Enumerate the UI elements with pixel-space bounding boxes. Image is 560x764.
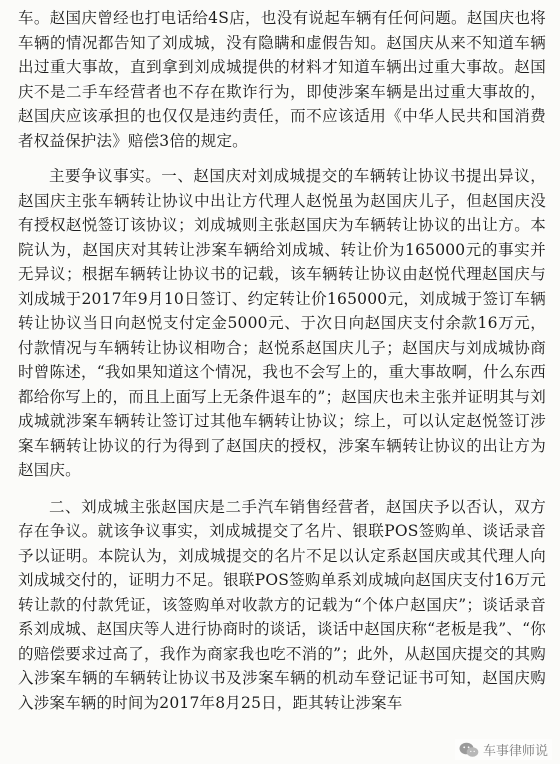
paragraph-3: 二、刘成城主张赵国庆是二手汽车销售经营者，赵国庆予以否认，双方存在争议。就该争议事实，刘成城提交了名片、银联POS签购单、谈话录音予以证明。本院认为，刘成城提交的名片不足以认定系赵国庆或其代理人向刘成城交付的，证明力不足。银联POS签购单系刘成城向赵国庆支付16万元转让款的付款凭证，该签购单对收款方的记载为“个体户赵国庆”；谈话录音系刘成城、赵国庆等人进行协商时的谈话，谈话中赵国庆称“老板是我”、“你的赔偿要求过高了，我作为商家我也吃不消的”；此外，从赵国庆提交的其购入涉案车辆的车辆转让协议书及涉案车辆的机动车登记证书可知，赵国庆购入涉案车辆的时间为2017年8月25日，距其转让涉案车 xyxy=(18,497,546,712)
paragraph-2: 主要争议事实。一、赵国庆对刘成城提交的车辆转让协议书提出异议，赵国庆主张车辆转让协议中出让方代理人赵悦虽为赵国庆儿子，但赵国庆没有授权赵悦签订该协议；刘成城则主张赵国庆为车辆转让协议的出让方。本院认为，赵国庆对其转让涉案车辆给刘成城、转让价为165000元的事实并无异议；根据车辆转让协议书的记载，该车辆转让协议由赵悦代理赵国庆与刘成城于2017年9月10日签订、约定转让价165000元，刘成城于签订车辆转让协议当日向赵悦支付定金5000元、于次日向赵国庆支付余款16万元，付款情况与车辆转让协议相吻合；赵悦系赵国庆儿子；赵国庆与刘成城协商时曾陈述，“我如果知道这个情况，我也不会写上的，重大事故啊，什么东西都给你写上的，而且上面写上无条件退车的”；赵国庆也未主张并证明其与刘成城就涉案车辆转让签订过其他车辆转让协议；综上，可以认定赵悦签订涉案车辆转让协议的行为得到了赵国庆的授权，涉案车辆转让协议的出让方为赵国庆。 xyxy=(18,167,546,479)
watermark xyxy=(455,739,552,760)
paragraph-1: 车。赵国庆曾经也打电话给4S店，也没有说起车辆有任何问题。赵国庆也将车辆的情况都告知了刘成城，没有隐瞒和虚假告知。赵国庆从来不知道车辆出过重大事故，直到拿到刘成城提供的材料才知道车辆出过重大事故。赵国庆不是二手车经营者也不存在欺诈行为，即使涉案车辆是出过重大事故的，赵国庆应该承担的也仅仅是违约责任，而不应该适用《中华人民共和国消费者权益保护法》赔偿3倍的规定。 xyxy=(18,9,546,150)
document-body xyxy=(18,6,546,715)
watermark-text: 车事律师说 xyxy=(482,744,548,759)
wechat-icon xyxy=(459,742,479,758)
